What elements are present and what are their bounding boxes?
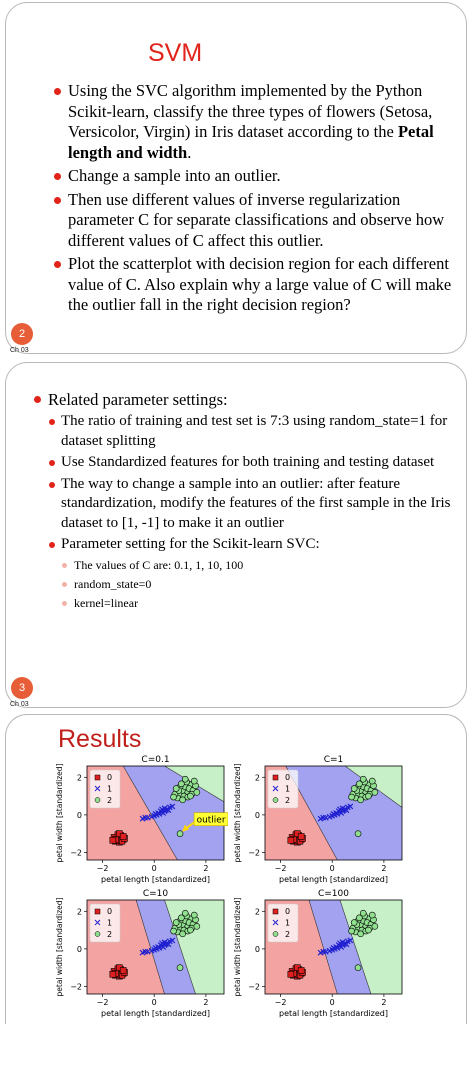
legend-label: 2 bbox=[107, 930, 113, 939]
y-tick-label: 2 bbox=[254, 773, 260, 783]
x-tick-label: 2 bbox=[381, 864, 387, 873]
legend-label: 2 bbox=[107, 796, 113, 805]
outlier-point bbox=[355, 831, 361, 837]
legend-box bbox=[268, 770, 298, 808]
class-2-point bbox=[178, 915, 184, 921]
legend-box bbox=[268, 904, 298, 942]
plot-title: C=100 bbox=[317, 889, 350, 899]
svc-settings-list bbox=[61, 556, 458, 612]
bullet-text: Plot the scatterplot with decision region for each different value of C. Also explain why a large value of C will make the outlier fall in the right decision region? bbox=[68, 254, 452, 314]
class-0-point bbox=[110, 971, 116, 977]
x-tick-label: 0 bbox=[151, 998, 157, 1007]
y-tick-label: −2 bbox=[248, 848, 260, 858]
class-2-point bbox=[365, 927, 371, 933]
class-2-point bbox=[356, 781, 362, 787]
legend-marker-2 bbox=[273, 932, 278, 937]
legend-marker-0 bbox=[273, 909, 278, 914]
legend-label: 0 bbox=[285, 773, 291, 782]
x-axis-label: petal length [standardized] bbox=[101, 1009, 210, 1018]
x-axis-label: petal length [standardized] bbox=[101, 875, 210, 884]
y-tick-label: 2 bbox=[76, 907, 82, 917]
y-tick-label: 0 bbox=[254, 810, 260, 820]
legend-marker-2 bbox=[95, 932, 100, 937]
class-2-point bbox=[187, 793, 193, 799]
x-tick-label: 2 bbox=[381, 998, 387, 1007]
class-2-point bbox=[173, 786, 179, 792]
class-0-point bbox=[120, 968, 126, 974]
class-2-point bbox=[171, 794, 177, 800]
plot-title: C=0.1 bbox=[141, 755, 170, 765]
chapter-label: Ch 03 bbox=[10, 347, 29, 354]
y-tick-label: −2 bbox=[70, 982, 82, 992]
plot-c-10 bbox=[50, 886, 228, 1020]
x-tick-label: 0 bbox=[329, 998, 335, 1007]
task-bullet-3 bbox=[54, 190, 458, 252]
plot-c-1 bbox=[228, 752, 406, 886]
outlier-point bbox=[355, 965, 361, 971]
x-tick-label: 0 bbox=[151, 864, 157, 873]
legend-marker-0 bbox=[273, 775, 278, 780]
param-item-3: The way to change a sample into an outlier: after feature standardization, modify the features of the first sample in the Iris dataset to [1, -1] to make it an outlier bbox=[48, 475, 458, 534]
task-bullet-4 bbox=[54, 254, 458, 316]
y-tick-label: 2 bbox=[76, 773, 82, 783]
slide-title: SVM bbox=[148, 39, 203, 67]
legend-label: 1 bbox=[285, 918, 291, 928]
legend-marker-2 bbox=[95, 798, 100, 803]
svc-setting-random-state: random_state=0 bbox=[61, 575, 458, 593]
class-2-point bbox=[349, 794, 355, 800]
svc-setting-kernel: kernel=linear bbox=[61, 594, 458, 612]
legend bbox=[268, 770, 298, 808]
class-2-point bbox=[178, 781, 184, 787]
results-title: Results bbox=[58, 725, 142, 753]
x-axis-label: petal length [standardized] bbox=[279, 875, 388, 884]
plot-title: C=10 bbox=[142, 889, 169, 899]
y-axis-label: petal width [standardized] bbox=[233, 763, 242, 863]
task-bullet-list bbox=[54, 81, 458, 319]
x-tick-label: −2 bbox=[96, 864, 109, 873]
y-axis-label: petal width [standardized] bbox=[55, 763, 64, 863]
y-tick-label: −2 bbox=[70, 848, 82, 858]
outlier-point bbox=[177, 965, 183, 971]
slide-3 bbox=[5, 362, 467, 708]
class-2-point bbox=[349, 928, 355, 934]
page-number-badge: 2 bbox=[11, 323, 33, 345]
param-item-1: The ratio of training and test set is 7:3 using random_state=1 for dataset splitting bbox=[48, 412, 458, 451]
y-tick-label: 0 bbox=[76, 810, 82, 820]
class-2-point bbox=[194, 789, 200, 795]
param-item-2: Use Standardized features for both training and testing dataset bbox=[48, 453, 458, 473]
class-2-point bbox=[191, 778, 197, 784]
class-2-point bbox=[351, 786, 357, 792]
outlier-label: outlier bbox=[196, 815, 226, 826]
legend bbox=[268, 904, 298, 942]
class-2-point bbox=[369, 912, 375, 918]
class-0-point bbox=[120, 834, 126, 840]
parameter-heading bbox=[34, 389, 458, 612]
x-tick-label: 2 bbox=[203, 998, 209, 1007]
class-2-point bbox=[191, 912, 197, 918]
param-item-4 bbox=[48, 535, 458, 612]
class-2-point bbox=[194, 923, 200, 929]
legend-label: 0 bbox=[285, 907, 291, 916]
legend-marker-0 bbox=[95, 909, 100, 914]
parameter-list bbox=[34, 389, 458, 612]
x-tick-label: 0 bbox=[329, 864, 335, 873]
task-bullet-1 bbox=[54, 81, 458, 163]
x-tick-label: −2 bbox=[274, 998, 287, 1007]
x-tick-label: −2 bbox=[274, 864, 287, 873]
y-tick-label: 2 bbox=[254, 907, 260, 917]
legend-label: 1 bbox=[107, 918, 113, 928]
task-bullet-2 bbox=[54, 166, 458, 187]
class-2-point bbox=[369, 778, 375, 784]
page-number-badge: 3 bbox=[11, 677, 33, 699]
legend-marker-0 bbox=[95, 775, 100, 780]
class-0-point bbox=[288, 837, 294, 843]
legend-marker-2 bbox=[273, 798, 278, 803]
class-2-point bbox=[365, 793, 371, 799]
legend bbox=[90, 904, 120, 942]
y-tick-label: 0 bbox=[254, 944, 260, 954]
bullet-text: Change a sample into an outlier. bbox=[68, 166, 281, 185]
class-0-point bbox=[110, 837, 116, 843]
class-2-point bbox=[356, 915, 362, 921]
class-2-point bbox=[187, 927, 193, 933]
x-tick-label: −2 bbox=[96, 998, 109, 1007]
class-0-point bbox=[288, 971, 294, 977]
class-2-point bbox=[171, 928, 177, 934]
slide-2 bbox=[5, 2, 467, 354]
class-2-point bbox=[372, 789, 378, 795]
y-axis-label: petal width [standardized] bbox=[233, 897, 242, 997]
bullet-text: Then use different values of inverse regularization parameter C for separate classifications and observe how different values of C affect this outlier. bbox=[68, 189, 445, 250]
chapter-label: Ch 03 bbox=[10, 701, 29, 708]
plot-title: C=1 bbox=[323, 755, 344, 765]
param-item-4-text: Parameter setting for the Scikit-learn SVC: bbox=[61, 536, 320, 552]
legend-label: 2 bbox=[285, 796, 291, 805]
plot-c-0-1 bbox=[50, 752, 228, 886]
y-tick-label: −2 bbox=[248, 982, 260, 992]
legend bbox=[90, 770, 120, 808]
x-tick-label: 2 bbox=[203, 864, 209, 873]
legend-box bbox=[90, 904, 120, 942]
class-2-point bbox=[173, 920, 179, 926]
legend-label: 2 bbox=[285, 930, 291, 939]
plot-c-100 bbox=[228, 886, 406, 1020]
y-tick-label: 0 bbox=[76, 944, 82, 954]
class-0-point bbox=[298, 834, 304, 840]
bullet-text: Using the SVC algorithm implemented by the Python Scikit-learn, classify the three types of flowers (Setosa, Versicolor, Virgin) in Iris dataset according to the bbox=[68, 81, 433, 141]
legend-label: 1 bbox=[107, 784, 113, 794]
parameter-items bbox=[48, 412, 458, 612]
svc-setting-c-values: The values of C are: 0.1, 1, 10, 100 bbox=[61, 556, 458, 574]
class-2-point bbox=[351, 920, 357, 926]
bullet-text-end: . bbox=[187, 142, 192, 162]
class-2-point bbox=[372, 923, 378, 929]
bullet-bold-text: Petal length and width bbox=[68, 122, 434, 162]
class-0-point bbox=[298, 968, 304, 974]
legend-label: 1 bbox=[285, 784, 291, 794]
legend-label: 0 bbox=[107, 773, 113, 782]
legend-box bbox=[90, 770, 120, 808]
parameter-heading-text: Related parameter settings: bbox=[48, 390, 228, 409]
x-axis-label: petal length [standardized] bbox=[279, 1009, 388, 1018]
y-axis-label: petal width [standardized] bbox=[55, 897, 64, 997]
legend-label: 0 bbox=[107, 907, 113, 916]
